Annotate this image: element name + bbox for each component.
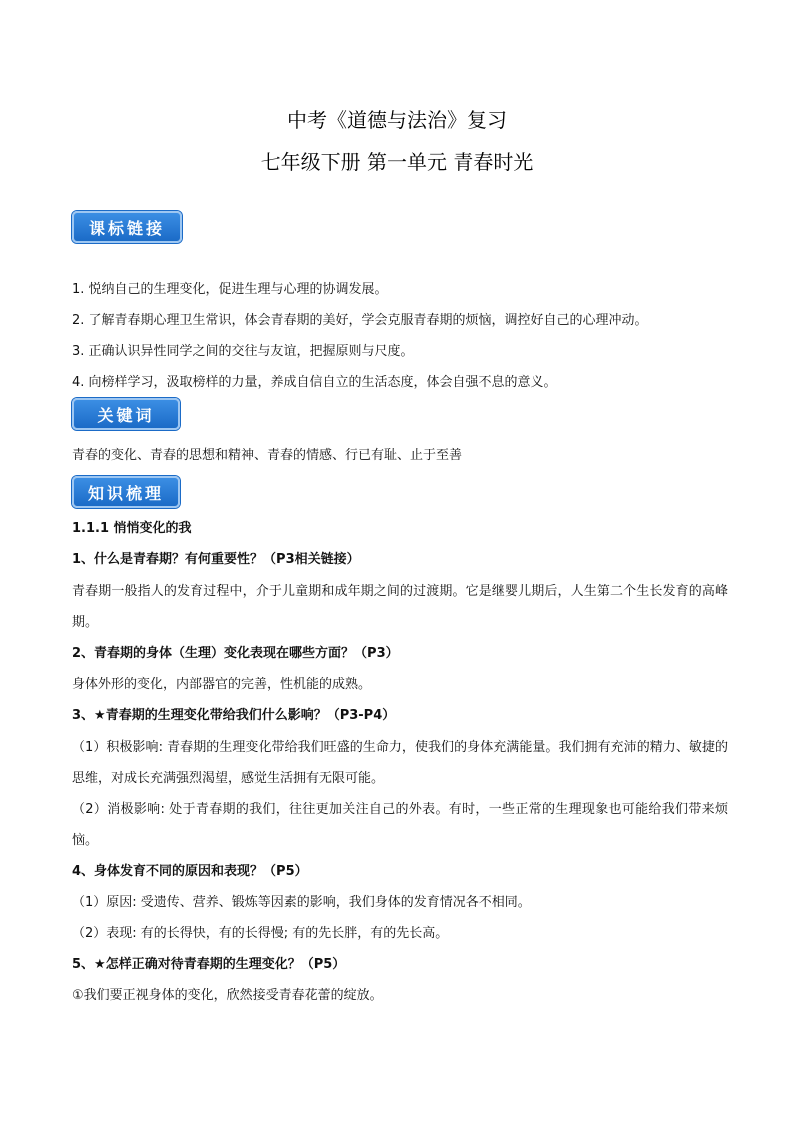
curriculum-item: 3. 正确认识异性同学之间的交往与友谊，把握原则与尺度。 (72, 344, 414, 359)
question-heading: 5、★怎样正确对待青春期的生理变化？（P5） (72, 957, 346, 972)
section-badge-curriculum: 课标链接 (72, 211, 182, 243)
question-heading: 3、★青春期的生理变化带给我们什么影响？（P3-P4） (72, 708, 396, 723)
curriculum-item: 2. 了解青春期心理卫生常识，体会青春期的美好，学会克服青春期的烦恼，调控好自己的心理冲动。 (72, 313, 648, 328)
keywords-text: 青春的变化、青春的思想和精神、青春的情感、行已有耻、止于至善 (72, 448, 463, 463)
curriculum-item: 4. 向榜样学习，汲取榜样的力量，养成自信自立的生活态度，体会自强不息的意义。 (72, 375, 557, 390)
page-title: 中考《道德与法治》复习 (287, 108, 507, 132)
page-subtitle: 七年级下册 第一单元 青春时光 (260, 150, 534, 174)
section-badge-keywords: 关键词 (72, 398, 180, 430)
lesson-heading: 1.1.1 悄悄变化的我 (72, 521, 192, 536)
question-heading: 4、身体发育不同的原因和表现？（P5） (72, 864, 308, 879)
answer-paragraph: （2）消极影响: 处于青春期的我们，往往更加关注自己的外表。有时，一些正常的生理现象也可能给我们带来烦恼。 (72, 802, 728, 848)
answer-paragraph: 身体外形的变化，内部器官的完善，性机能的成熟。 (72, 677, 372, 692)
answer-paragraph: （2）表现: 有的长得快，有的长得慢; 有的先长胖，有的先长高。 (72, 926, 449, 941)
curriculum-item: 1. 悦纳自己的生理变化，促进生理与心理的协调发展。 (72, 282, 388, 297)
answer-paragraph: ①我们要正视身体的变化，欣然接受青春花蕾的绽放。 (72, 988, 383, 1003)
question-heading: 1、什么是青春期？有何重要性？（P3相关链接） (72, 552, 360, 567)
section-badge-knowledge: 知识梳理 (72, 476, 180, 508)
answer-paragraph: 青春期一般指人的发育过程中，介于儿童期和成年期之间的过渡期。它是继婴儿期后，人生第二个生长发育的高峰期。 (72, 584, 728, 630)
question-heading: 2、青春期的身体（生理）变化表现在哪些方面？（P3） (72, 646, 399, 661)
answer-paragraph: （1）原因: 受遗传、营养、锻炼等因素的影响，我们身体的发育情况各不相同。 (72, 895, 531, 910)
answer-paragraph: （1）积极影响: 青春期的生理变化带给我们旺盛的生命力，使我们的身体充满能量。我们拥有充沛的精力、敏捷的思维，对成长充满强烈渴望，感觉生活拥有无限可能。 (72, 740, 728, 786)
